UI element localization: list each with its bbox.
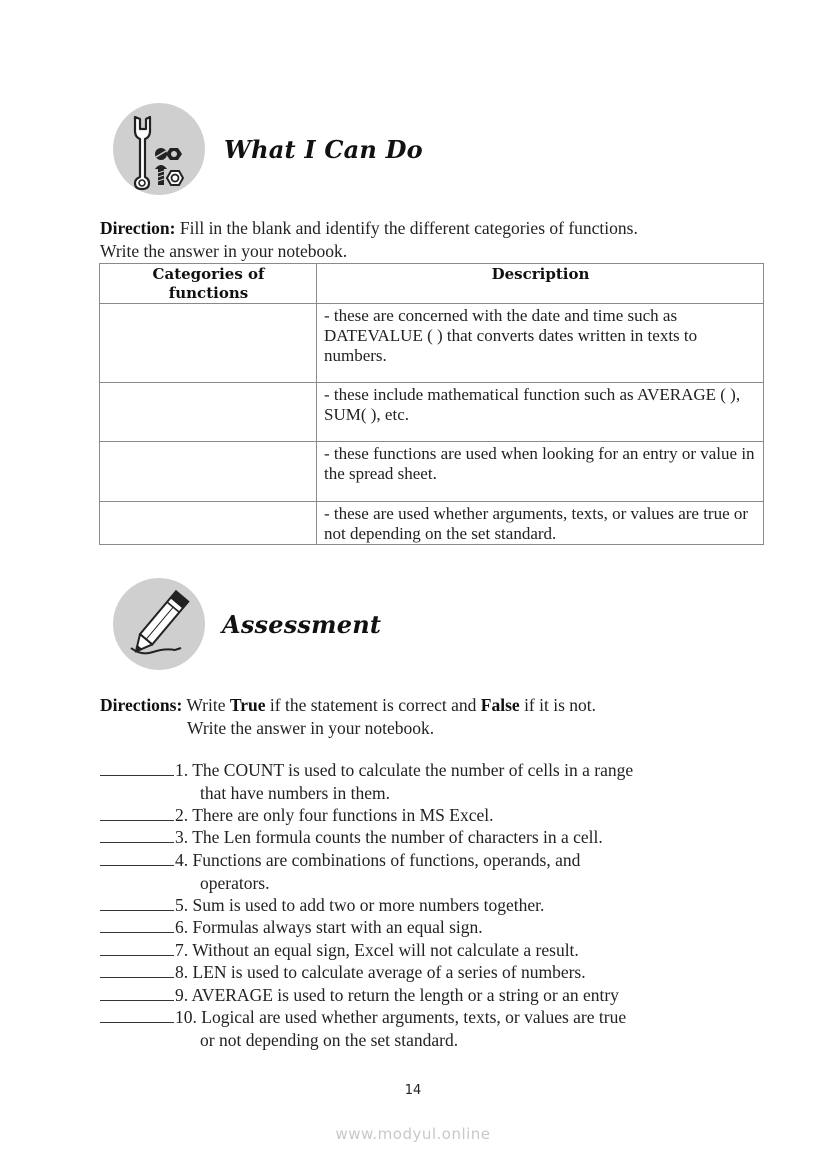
header-categories-line2: functions <box>168 284 249 302</box>
question-item-10 <box>100 1006 626 1051</box>
categories-table <box>99 263 764 545</box>
answer-blank[interactable] <box>100 985 174 1001</box>
question-item-1 <box>100 759 633 804</box>
question-item-8 <box>100 961 586 984</box>
watermark: www.modyul.online <box>335 1125 491 1143</box>
question-text: Formulas always start with an equal sign. <box>192 917 483 937</box>
question-item-3 <box>100 826 603 849</box>
false-word: False <box>480 695 520 715</box>
question-item-9 <box>100 984 619 1007</box>
question-item-5 <box>100 894 544 917</box>
section-title-assessment: Assessment <box>222 610 382 639</box>
directions-text-3: if it is not. <box>519 695 597 715</box>
assessment-directions <box>100 694 596 717</box>
assessment-directions-line2: Write the answer in your notebook. <box>187 718 435 738</box>
pencil-drawing-icon <box>113 578 205 670</box>
page-number: 14 <box>404 1083 422 1098</box>
pencil-icon <box>113 578 205 670</box>
category-blank-cell[interactable] <box>100 304 317 383</box>
description-cell: - these are concerned with the date and time such as DATEVALUE ( ) that converts dates written in texts to numbers. <box>317 304 764 383</box>
question-number: 7. <box>175 940 189 960</box>
question-text: AVERAGE is used to return the length or a string or an entry <box>191 985 619 1005</box>
question-number: 1. <box>175 760 189 780</box>
table-header-row <box>100 264 764 304</box>
question-text: Without an equal sign, Excel will not calculate a result. <box>192 940 579 960</box>
header-description: Description <box>317 264 764 304</box>
directions-text-2: if the statement is correct and <box>265 695 481 715</box>
description-cell: - these are used whether arguments, texts, or values are true or not depending on the set standard. <box>317 502 764 545</box>
question-item-6 <box>100 916 483 939</box>
answer-blank[interactable] <box>100 760 174 776</box>
question-text-continued: or not depending on the set standard. <box>200 1029 459 1050</box>
question-item-2 <box>100 804 494 827</box>
answer-blank[interactable] <box>100 940 174 956</box>
category-blank-cell[interactable] <box>100 502 317 545</box>
question-text: Functions are combinations of functions, operands, and <box>192 850 581 870</box>
direction-label: Direction: <box>100 218 176 238</box>
wrench-icon <box>113 103 205 195</box>
directions-label: Directions: <box>100 695 183 715</box>
category-blank-cell[interactable] <box>100 383 317 442</box>
section-title-what-i-can-do: What I Can Do <box>224 135 423 164</box>
answer-blank[interactable] <box>100 805 174 821</box>
answer-blank[interactable] <box>100 962 174 978</box>
question-number: 10. <box>175 1007 197 1027</box>
question-text: Logical are used whether arguments, texts, or values are true <box>201 1007 627 1027</box>
answer-blank[interactable] <box>100 895 174 911</box>
question-item-7 <box>100 939 579 962</box>
directions-text-1: Write <box>182 695 230 715</box>
table-row <box>100 502 764 545</box>
description-cell: - these include mathematical function such as AVERAGE ( ), SUM( ), etc. <box>317 383 764 442</box>
question-number: 2. <box>175 805 189 825</box>
answer-blank[interactable] <box>100 1007 174 1023</box>
question-text: The Len formula counts the number of characters in a cell. <box>192 827 603 847</box>
direction-line2: Write the answer in your notebook. <box>100 241 348 261</box>
direction-line1: Fill in the blank and identify the different categories of functions. <box>175 218 638 238</box>
answer-blank[interactable] <box>100 917 174 933</box>
question-text-continued: that have numbers in them. <box>200 782 391 803</box>
question-number: 8. <box>175 962 189 982</box>
description-cell: - these functions are used when looking for an entry or value in the spread sheet. <box>317 442 764 502</box>
table-row <box>100 304 764 383</box>
table-row <box>100 383 764 442</box>
question-number: 6. <box>175 917 189 937</box>
wrench-and-bolts-icon <box>113 103 205 195</box>
table-row <box>100 442 764 502</box>
true-word: True <box>229 695 266 715</box>
question-number: 4. <box>175 850 189 870</box>
question-text: There are only four functions in MS Excel. <box>192 805 494 825</box>
question-text: LEN is used to calculate average of a series of numbers. <box>192 962 586 982</box>
answer-blank[interactable] <box>100 850 174 866</box>
answer-blank[interactable] <box>100 827 174 843</box>
question-number: 9. <box>175 985 189 1005</box>
question-text-continued: operators. <box>200 872 270 893</box>
direction-text <box>100 217 638 240</box>
question-item-4 <box>100 849 580 894</box>
question-text: Sum is used to add two or more numbers together. <box>192 895 545 915</box>
question-number: 3. <box>175 827 189 847</box>
header-categories-line1: Categories of <box>152 265 265 283</box>
header-categories <box>100 264 317 304</box>
question-text: The COUNT is used to calculate the number of cells in a range <box>192 760 634 780</box>
category-blank-cell[interactable] <box>100 442 317 502</box>
question-number: 5. <box>175 895 189 915</box>
